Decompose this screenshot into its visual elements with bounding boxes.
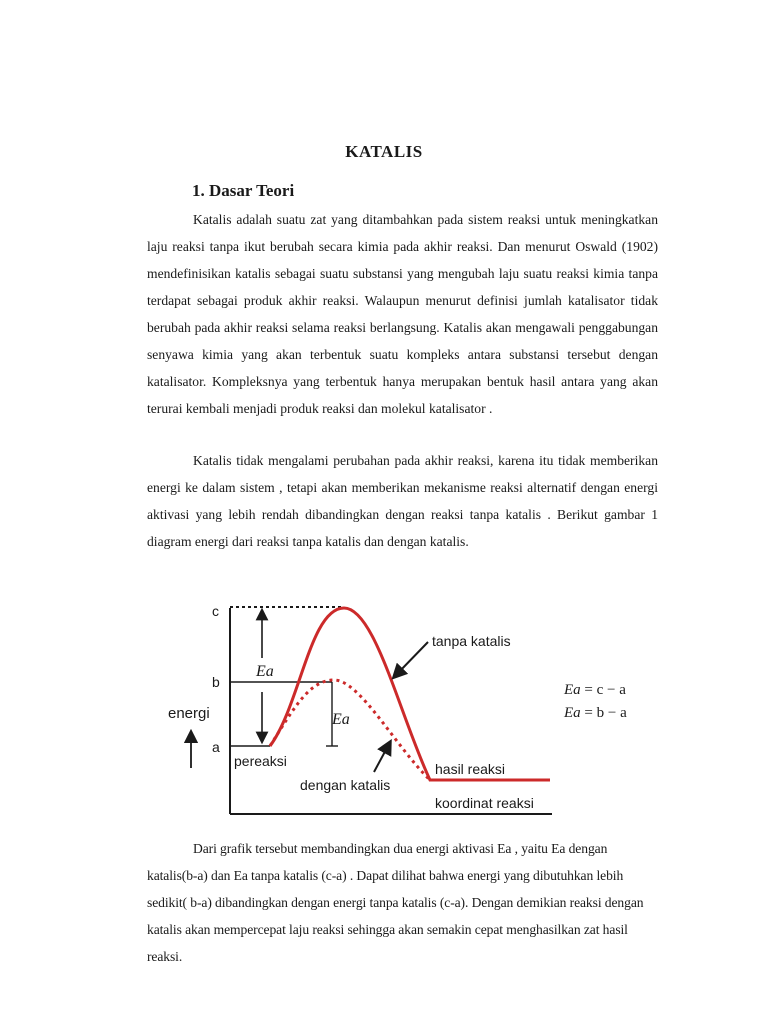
y-axis-label: energi [168,705,210,722]
ea-label-catalyzed: Ea [332,711,350,728]
product-label: hasil reaksi [435,761,506,777]
reactant-label: pereaksi [234,753,287,769]
level-c-label: c [212,603,219,619]
level-b-label: b [212,674,220,690]
formula-2-rhs: = b − a [580,705,627,721]
document-title: KATALIS [345,142,423,161]
formula-ea-uncatalyzed [563,682,626,698]
energy-diagram [160,596,660,826]
section-heading: 1. Dasar Teori [192,181,295,200]
ea-label-uncatalyzed: Ea [256,663,274,680]
paragraph-1: Katalis adalah suatu zat yang ditambahkan pada sistem reaksi untuk meningkatkan laju reaksi tanpa ikut berubah secara kimia pada akhir reaksi. Dan menurut Oswald (1902) mendefinisikan katalis sebagai suatu substansi yang mengubah laju suatu reaksi kimia tanpa terdapat sebagai produk akhir reaksi. Walaupun menurut definisi jumlah katalisator tidak berubah pada akhir reaksi selama reaksi berlangsung. Katalis akan mengawali penggabungan senyawa kimia yang akan terbentuk suatu kompleks antara substansi tersebut dengan katalisator. Kompleksnya yang terbentuk hanya merupakan bentuk hasil antara yang akan terurai kembali menjadi produk reaksi dan molekul katalisator . [147,212,658,416]
level-a-label: a [212,739,220,755]
formula-1-lhs: Ea [564,682,581,698]
formula-2-lhs: Ea [564,705,581,721]
paragraph-2: Katalis tidak mengalami perubahan pada akhir reaksi, karena itu tidak memberikan energi ke dalam sistem , tetapi akan memberikan mekanisme reaksi alternatif dengan energi aktivasi yang lebih rendah dibandingkan dengan reaksi tanpa katalis . Berikut gambar 1 diagram energi dari reaksi tanpa katalis dan dengan katalis. [147,453,658,549]
formula-ea-catalyzed [563,705,627,721]
pointer-uncatalyzed [397,642,428,674]
x-axis-label: koordinat reaksi [435,795,534,811]
formula-1-rhs: = c − a [580,682,626,698]
curve-label-catalyzed: dengan katalis [300,777,391,793]
curve-label-uncatalyzed: tanpa katalis [432,633,511,649]
paragraph-3: Dari grafik tersebut membandingkan dua energi aktivasi Ea , yaitu Ea dengan katalis(b-a) dan Ea tanpa katalis (c-a) . Dapat dilihat bahwa energi yang dibutuhkan lebih sedikit( b-a) dibandingkan dengan energi tanpa katalis (c-a). Dengan demikian reaksi dengan katalis akan mempercepat laju reaksi sehingga akan semakin cepat menghasilkan zat hasil reaksi. [147,841,644,964]
pointer-catalyzed [374,746,388,772]
